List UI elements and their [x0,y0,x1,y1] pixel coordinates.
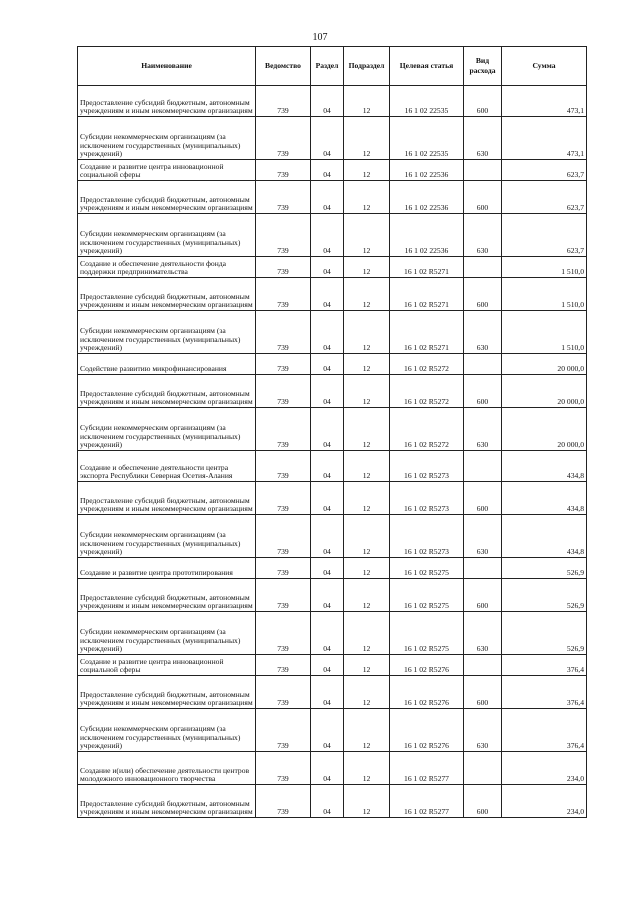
cell-article: 16 1 02 R5273 [390,515,464,558]
table-row [78,181,587,214]
cell-subsection: 12 [344,408,390,451]
cell-sum: 623,7 [502,181,587,214]
cell-dept: 739 [256,117,311,160]
cell-article: 16 1 02 R5275 [390,579,464,612]
table-row [78,408,587,451]
cell-exp-type: 600 [464,676,502,709]
cell-sum: 473,1 [502,86,587,117]
cell-name: Создание и развитие центра инновационной социальной сферы [78,160,256,181]
cell-article: 16 1 02 R5271 [390,257,464,278]
cell-article: 16 1 02 R5275 [390,612,464,655]
page-number: 107 [312,32,328,43]
cell-section: 04 [311,785,344,818]
cell-subsection: 12 [344,354,390,375]
cell-exp-type [464,160,502,181]
cell-article: 16 1 02 R5277 [390,752,464,785]
table-row [78,86,587,117]
cell-subsection: 12 [344,612,390,655]
cell-article: 16 1 02 R5276 [390,655,464,676]
cell-subsection: 12 [344,451,390,482]
cell-name: Предоставление субсидий бюджетным, автономным учреждениям и иным некоммерческим организациям [78,86,256,117]
cell-dept: 739 [256,278,311,311]
cell-sum: 234,0 [502,752,587,785]
cell-subsection: 12 [344,655,390,676]
cell-subsection: 12 [344,160,390,181]
cell-sum: 526,9 [502,579,587,612]
cell-dept: 739 [256,612,311,655]
cell-exp-type: 600 [464,482,502,515]
cell-sum: 1 510,0 [502,278,587,311]
cell-section: 04 [311,354,344,375]
cell-section: 04 [311,117,344,160]
cell-article: 16 1 02 22536 [390,181,464,214]
cell-sum: 20 000,0 [502,408,587,451]
cell-dept: 739 [256,655,311,676]
cell-article: 16 1 02 R5272 [390,354,464,375]
cell-article: 16 1 02 R5276 [390,676,464,709]
cell-exp-type [464,655,502,676]
cell-exp-type: 630 [464,117,502,160]
cell-exp-type [464,257,502,278]
cell-sum: 234,0 [502,785,587,818]
cell-subsection: 12 [344,214,390,257]
cell-subsection: 12 [344,515,390,558]
cell-sum: 473,1 [502,117,587,160]
cell-section: 04 [311,375,344,408]
table-row [78,676,587,709]
cell-dept: 739 [256,257,311,278]
cell-section: 04 [311,257,344,278]
table-row [78,515,587,558]
cell-subsection: 12 [344,579,390,612]
cell-sum: 434,8 [502,515,587,558]
table-row [78,451,587,482]
cell-article: 16 1 02 R5271 [390,311,464,354]
table-row [78,278,587,311]
header-name: Наименование [78,47,256,86]
cell-sum: 376,4 [502,676,587,709]
cell-exp-type [464,354,502,375]
table-row [78,482,587,515]
cell-subsection: 12 [344,785,390,818]
table-row [78,354,587,375]
cell-dept: 739 [256,676,311,709]
cell-name: Субсидии некоммерческим организациям (за исключением государственных (муниципальных) учреждений) [78,515,256,558]
cell-name: Предоставление субсидий бюджетным, автономным учреждениям и иным некоммерческим организациям [78,181,256,214]
cell-section: 04 [311,558,344,579]
cell-dept: 739 [256,214,311,257]
cell-article: 16 1 02 22535 [390,117,464,160]
cell-section: 04 [311,214,344,257]
cell-section: 04 [311,515,344,558]
header-section: Раздел [311,47,344,86]
cell-section: 04 [311,86,344,117]
header-subsection: Подраздел [344,47,390,86]
table-header-row [78,47,587,86]
cell-exp-type: 630 [464,214,502,257]
table-row [78,214,587,257]
cell-dept: 739 [256,482,311,515]
cell-dept: 739 [256,181,311,214]
cell-dept: 739 [256,160,311,181]
cell-article: 16 1 02 R5271 [390,278,464,311]
cell-sum: 1 510,0 [502,311,587,354]
cell-sum: 623,7 [502,214,587,257]
table-row [78,709,587,752]
cell-sum: 20 000,0 [502,354,587,375]
cell-section: 04 [311,278,344,311]
cell-sum: 434,8 [502,451,587,482]
cell-name: Предоставление субсидий бюджетным, автономным учреждениям и иным некоммерческим организациям [78,482,256,515]
header-sum: Сумма [502,47,587,86]
budget-table [77,46,587,818]
cell-section: 04 [311,709,344,752]
table-row [78,375,587,408]
cell-article: 16 1 02 R5276 [390,709,464,752]
cell-sum: 623,7 [502,160,587,181]
cell-exp-type: 600 [464,375,502,408]
cell-section: 04 [311,311,344,354]
cell-name: Создание и(или) обеспечение деятельности центров молодежного инновационного творчества [78,752,256,785]
cell-section: 04 [311,655,344,676]
cell-section: 04 [311,676,344,709]
table-row [78,117,587,160]
cell-dept: 739 [256,311,311,354]
cell-exp-type [464,558,502,579]
cell-dept: 739 [256,408,311,451]
cell-dept: 739 [256,451,311,482]
cell-subsection: 12 [344,709,390,752]
table-row [78,311,587,354]
cell-sum: 434,8 [502,482,587,515]
cell-subsection: 12 [344,375,390,408]
cell-name: Создание и обеспечение деятельности центра экспорта Республики Северная Осетия-Алания [78,451,256,482]
cell-article: 16 1 02 R5277 [390,785,464,818]
cell-subsection: 12 [344,86,390,117]
cell-exp-type: 630 [464,612,502,655]
cell-exp-type [464,752,502,785]
cell-dept: 739 [256,752,311,785]
cell-section: 04 [311,181,344,214]
cell-section: 04 [311,160,344,181]
cell-dept: 739 [256,515,311,558]
cell-exp-type: 600 [464,278,502,311]
table-row [78,257,587,278]
cell-name: Субсидии некоммерческим организациям (за исключением государственных (муниципальных) учреждений) [78,117,256,160]
table-row [78,785,587,818]
cell-subsection: 12 [344,278,390,311]
cell-sum: 376,4 [502,709,587,752]
cell-exp-type: 630 [464,515,502,558]
cell-name: Субсидии некоммерческим организациям (за исключением государственных (муниципальных) учреждений) [78,408,256,451]
cell-sum: 1 510,0 [502,257,587,278]
table-row [78,752,587,785]
cell-subsection: 12 [344,181,390,214]
cell-exp-type [464,451,502,482]
table-row [78,579,587,612]
cell-name: Содействие развитию микрофинансирования [78,354,256,375]
header-dept: Ведомство [256,47,311,86]
cell-name: Субсидии некоммерческим организациям (за исключением государственных (муниципальных) учреждений) [78,612,256,655]
cell-name: Предоставление субсидий бюджетным, автономным учреждениям и иным некоммерческим организациям [78,375,256,408]
cell-sum: 20 000,0 [502,375,587,408]
cell-subsection: 12 [344,558,390,579]
cell-article: 16 1 02 22536 [390,214,464,257]
cell-article: 16 1 02 R5272 [390,408,464,451]
cell-section: 04 [311,408,344,451]
cell-name: Создание и развитие центра прототипирования [78,558,256,579]
cell-dept: 739 [256,86,311,117]
cell-name: Субсидии некоммерческим организациям (за исключением государственных (муниципальных) учреждений) [78,214,256,257]
cell-section: 04 [311,451,344,482]
table-row [78,612,587,655]
cell-dept: 739 [256,709,311,752]
table-body [78,86,587,818]
cell-article: 16 1 02 22536 [390,160,464,181]
cell-subsection: 12 [344,676,390,709]
cell-article: 16 1 02 22535 [390,86,464,117]
header-exp-type: Вид расхода [464,47,502,86]
cell-name: Предоставление субсидий бюджетным, автономным учреждениям и иным некоммерческим организациям [78,579,256,612]
cell-name: Предоставление субсидий бюджетным, автономным учреждениям и иным некоммерческим организациям [78,676,256,709]
cell-subsection: 12 [344,257,390,278]
cell-dept: 739 [256,375,311,408]
cell-exp-type: 630 [464,311,502,354]
cell-exp-type: 630 [464,408,502,451]
cell-dept: 739 [256,579,311,612]
cell-exp-type: 600 [464,579,502,612]
table-row [78,558,587,579]
cell-exp-type: 600 [464,86,502,117]
cell-subsection: 12 [344,752,390,785]
cell-article: 16 1 02 R5275 [390,558,464,579]
cell-article: 16 1 02 R5273 [390,451,464,482]
table-row [78,655,587,676]
cell-name: Субсидии некоммерческим организациям (за исключением государственных (муниципальных) учреждений) [78,311,256,354]
cell-name: Субсидии некоммерческим организациям (за исключением государственных (муниципальных) учреждений) [78,709,256,752]
cell-name: Предоставление субсидий бюджетным, автономным учреждениям и иным некоммерческим организациям [78,278,256,311]
cell-subsection: 12 [344,482,390,515]
cell-subsection: 12 [344,311,390,354]
cell-section: 04 [311,579,344,612]
cell-name: Создание и развитие центра инновационной социальной сферы [78,655,256,676]
cell-exp-type: 630 [464,709,502,752]
cell-exp-type: 600 [464,181,502,214]
cell-sum: 376,4 [502,655,587,676]
cell-name: Создание и обеспечение деятельности фонда поддержки предпринимательства [78,257,256,278]
header-article: Целевая статья [390,47,464,86]
cell-dept: 739 [256,785,311,818]
cell-sum: 526,9 [502,612,587,655]
cell-article: 16 1 02 R5273 [390,482,464,515]
cell-dept: 739 [256,354,311,375]
cell-article: 16 1 02 R5272 [390,375,464,408]
cell-section: 04 [311,612,344,655]
cell-subsection: 12 [344,117,390,160]
cell-dept: 739 [256,558,311,579]
cell-sum: 526,9 [502,558,587,579]
cell-name: Предоставление субсидий бюджетным, автономным учреждениям и иным некоммерческим организациям [78,785,256,818]
table-row [78,160,587,181]
cell-section: 04 [311,752,344,785]
cell-exp-type: 600 [464,785,502,818]
cell-section: 04 [311,482,344,515]
